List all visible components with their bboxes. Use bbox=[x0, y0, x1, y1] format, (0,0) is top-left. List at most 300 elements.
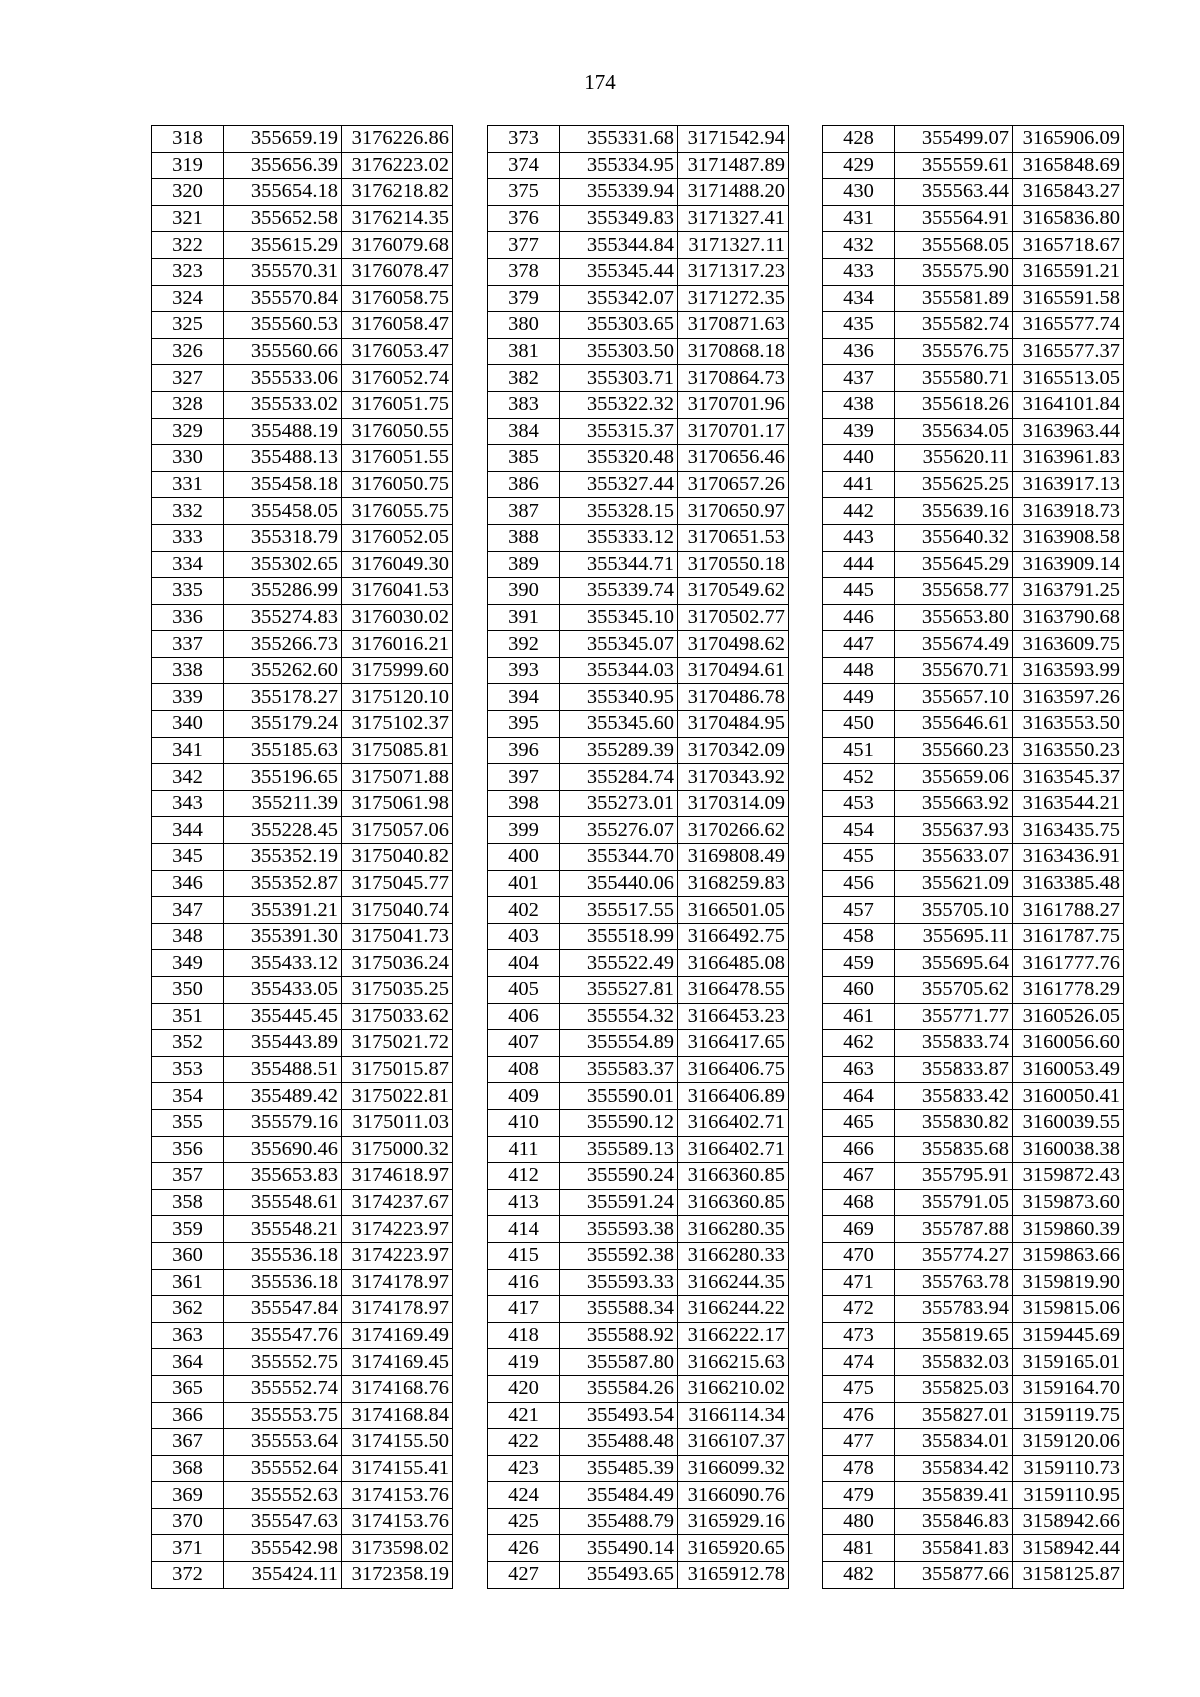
x-coordinate-cell: 355690.46 bbox=[224, 1136, 342, 1163]
table-row bbox=[152, 551, 453, 578]
table-row bbox=[823, 604, 1124, 631]
y-coordinate-cell: 3165513.05 bbox=[1013, 365, 1124, 392]
y-coordinate-cell: 3170550.18 bbox=[678, 551, 789, 578]
point-number-cell: 344 bbox=[152, 817, 224, 844]
y-coordinate-cell: 3170871.63 bbox=[678, 312, 789, 339]
table-row bbox=[488, 1189, 789, 1216]
x-coordinate-cell: 355568.05 bbox=[895, 232, 1013, 259]
x-coordinate-cell: 355652.58 bbox=[224, 205, 342, 232]
table-row bbox=[488, 391, 789, 418]
x-coordinate-cell: 355352.87 bbox=[224, 870, 342, 897]
y-coordinate-cell: 3175036.24 bbox=[342, 950, 453, 977]
x-coordinate-cell: 355445.45 bbox=[224, 1003, 342, 1030]
x-coordinate-cell: 355656.39 bbox=[224, 152, 342, 179]
point-number-cell: 339 bbox=[152, 684, 224, 711]
y-coordinate-cell: 3176058.47 bbox=[342, 312, 453, 339]
y-coordinate-cell: 3163436.91 bbox=[1013, 844, 1124, 871]
y-coordinate-cell: 3166406.75 bbox=[678, 1056, 789, 1083]
point-number-cell: 327 bbox=[152, 365, 224, 392]
x-coordinate-cell: 355584.26 bbox=[560, 1375, 678, 1402]
x-coordinate-cell: 355663.92 bbox=[895, 790, 1013, 817]
x-coordinate-cell: 355827.01 bbox=[895, 1402, 1013, 1429]
y-coordinate-cell: 3160038.38 bbox=[1013, 1136, 1124, 1163]
y-coordinate-cell: 3171327.11 bbox=[678, 232, 789, 259]
point-number-cell: 329 bbox=[152, 418, 224, 445]
y-coordinate-cell: 3175999.60 bbox=[342, 657, 453, 684]
x-coordinate-cell: 355618.26 bbox=[895, 391, 1013, 418]
x-coordinate-cell: 355334.95 bbox=[560, 152, 678, 179]
x-coordinate-cell: 355262.60 bbox=[224, 657, 342, 684]
y-coordinate-cell: 3159860.39 bbox=[1013, 1216, 1124, 1243]
y-coordinate-cell: 3163435.75 bbox=[1013, 817, 1124, 844]
y-coordinate-cell: 3159110.73 bbox=[1013, 1455, 1124, 1482]
x-coordinate-cell: 355589.13 bbox=[560, 1136, 678, 1163]
x-coordinate-cell: 355228.45 bbox=[224, 817, 342, 844]
y-coordinate-cell: 3163593.99 bbox=[1013, 657, 1124, 684]
point-number-cell: 446 bbox=[823, 604, 895, 631]
point-number-cell: 430 bbox=[823, 179, 895, 206]
y-coordinate-cell: 3170342.09 bbox=[678, 737, 789, 764]
table-row bbox=[823, 631, 1124, 658]
y-coordinate-cell: 3166453.23 bbox=[678, 1003, 789, 1030]
table-row bbox=[823, 1402, 1124, 1429]
table-row bbox=[152, 737, 453, 764]
point-number-cell: 365 bbox=[152, 1375, 224, 1402]
x-coordinate-cell: 355791.05 bbox=[895, 1189, 1013, 1216]
y-coordinate-cell: 3170502.77 bbox=[678, 604, 789, 631]
y-coordinate-cell: 3166215.63 bbox=[678, 1349, 789, 1376]
x-coordinate-cell: 355553.64 bbox=[224, 1429, 342, 1456]
point-number-cell: 351 bbox=[152, 1003, 224, 1030]
x-coordinate-cell: 355328.15 bbox=[560, 498, 678, 525]
point-number-cell: 389 bbox=[488, 551, 560, 578]
x-coordinate-cell: 355634.05 bbox=[895, 418, 1013, 445]
point-number-cell: 465 bbox=[823, 1109, 895, 1136]
y-coordinate-cell: 3163550.23 bbox=[1013, 737, 1124, 764]
point-number-cell: 466 bbox=[823, 1136, 895, 1163]
x-coordinate-cell: 355424.11 bbox=[224, 1562, 342, 1589]
y-coordinate-cell: 3163790.68 bbox=[1013, 604, 1124, 631]
table-row bbox=[152, 1216, 453, 1243]
x-coordinate-cell: 355645.29 bbox=[895, 551, 1013, 578]
coordinate-table-3 bbox=[822, 125, 1124, 1589]
y-coordinate-cell: 3176050.75 bbox=[342, 471, 453, 498]
y-coordinate-cell: 3163918.73 bbox=[1013, 498, 1124, 525]
y-coordinate-cell: 3165577.37 bbox=[1013, 338, 1124, 365]
table-row bbox=[488, 844, 789, 871]
y-coordinate-cell: 3175057.06 bbox=[342, 817, 453, 844]
point-number-cell: 426 bbox=[488, 1535, 560, 1562]
table-row bbox=[152, 445, 453, 472]
point-number-cell: 366 bbox=[152, 1402, 224, 1429]
y-coordinate-cell: 3165591.58 bbox=[1013, 285, 1124, 312]
x-coordinate-cell: 355345.07 bbox=[560, 631, 678, 658]
table-row bbox=[152, 1322, 453, 1349]
y-coordinate-cell: 3165836.80 bbox=[1013, 205, 1124, 232]
x-coordinate-cell: 355548.61 bbox=[224, 1189, 342, 1216]
table-row bbox=[823, 1163, 1124, 1190]
point-number-cell: 402 bbox=[488, 897, 560, 924]
y-coordinate-cell: 3174178.97 bbox=[342, 1269, 453, 1296]
table-row bbox=[823, 1003, 1124, 1030]
x-coordinate-cell: 355588.34 bbox=[560, 1296, 678, 1323]
x-coordinate-cell: 355178.27 bbox=[224, 684, 342, 711]
point-number-cell: 435 bbox=[823, 312, 895, 339]
point-number-cell: 363 bbox=[152, 1322, 224, 1349]
y-coordinate-cell: 3176041.53 bbox=[342, 578, 453, 605]
point-number-cell: 380 bbox=[488, 312, 560, 339]
y-coordinate-cell: 3175071.88 bbox=[342, 764, 453, 791]
point-number-cell: 362 bbox=[152, 1296, 224, 1323]
y-coordinate-cell: 3174153.76 bbox=[342, 1508, 453, 1535]
point-number-cell: 425 bbox=[488, 1508, 560, 1535]
x-coordinate-cell: 355352.19 bbox=[224, 844, 342, 871]
x-coordinate-cell: 355633.07 bbox=[895, 844, 1013, 871]
point-number-cell: 376 bbox=[488, 205, 560, 232]
point-number-cell: 334 bbox=[152, 551, 224, 578]
x-coordinate-cell: 355590.01 bbox=[560, 1083, 678, 1110]
x-coordinate-cell: 355331.68 bbox=[560, 126, 678, 153]
x-coordinate-cell: 355527.81 bbox=[560, 977, 678, 1004]
point-number-cell: 463 bbox=[823, 1056, 895, 1083]
table-row bbox=[488, 631, 789, 658]
point-number-cell: 470 bbox=[823, 1242, 895, 1269]
y-coordinate-cell: 3171487.89 bbox=[678, 152, 789, 179]
point-number-cell: 422 bbox=[488, 1429, 560, 1456]
x-coordinate-cell: 355274.83 bbox=[224, 604, 342, 631]
y-coordinate-cell: 3176016.21 bbox=[342, 631, 453, 658]
y-coordinate-cell: 3176218.82 bbox=[342, 179, 453, 206]
point-number-cell: 382 bbox=[488, 365, 560, 392]
y-coordinate-cell: 3176049.30 bbox=[342, 551, 453, 578]
point-number-cell: 444 bbox=[823, 551, 895, 578]
x-coordinate-cell: 355593.33 bbox=[560, 1269, 678, 1296]
point-number-cell: 415 bbox=[488, 1242, 560, 1269]
x-coordinate-cell: 355489.42 bbox=[224, 1083, 342, 1110]
x-coordinate-cell: 355493.54 bbox=[560, 1402, 678, 1429]
point-number-cell: 473 bbox=[823, 1322, 895, 1349]
point-number-cell: 396 bbox=[488, 737, 560, 764]
y-coordinate-cell: 3163545.37 bbox=[1013, 764, 1124, 791]
y-coordinate-cell: 3173598.02 bbox=[342, 1535, 453, 1562]
point-number-cell: 318 bbox=[152, 126, 224, 153]
point-number-cell: 456 bbox=[823, 870, 895, 897]
x-coordinate-cell: 355553.75 bbox=[224, 1402, 342, 1429]
point-number-cell: 361 bbox=[152, 1269, 224, 1296]
x-coordinate-cell: 355646.61 bbox=[895, 711, 1013, 738]
table-row bbox=[823, 711, 1124, 738]
point-number-cell: 345 bbox=[152, 844, 224, 871]
x-coordinate-cell: 355625.25 bbox=[895, 471, 1013, 498]
y-coordinate-cell: 3165718.67 bbox=[1013, 232, 1124, 259]
point-number-cell: 354 bbox=[152, 1083, 224, 1110]
x-coordinate-cell: 355490.14 bbox=[560, 1535, 678, 1562]
table-row bbox=[488, 1508, 789, 1535]
table-row bbox=[823, 1322, 1124, 1349]
y-coordinate-cell: 3159119.75 bbox=[1013, 1402, 1124, 1429]
x-coordinate-cell: 355795.91 bbox=[895, 1163, 1013, 1190]
point-number-cell: 335 bbox=[152, 578, 224, 605]
table-row bbox=[488, 1349, 789, 1376]
point-number-cell: 413 bbox=[488, 1189, 560, 1216]
x-coordinate-cell: 355536.18 bbox=[224, 1269, 342, 1296]
y-coordinate-cell: 3171327.41 bbox=[678, 205, 789, 232]
point-number-cell: 467 bbox=[823, 1163, 895, 1190]
y-coordinate-cell: 3166244.22 bbox=[678, 1296, 789, 1323]
point-number-cell: 342 bbox=[152, 764, 224, 791]
table-row bbox=[488, 1269, 789, 1296]
point-number-cell: 472 bbox=[823, 1296, 895, 1323]
point-number-cell: 391 bbox=[488, 604, 560, 631]
point-number-cell: 461 bbox=[823, 1003, 895, 1030]
y-coordinate-cell: 3176050.55 bbox=[342, 418, 453, 445]
table-row bbox=[823, 1189, 1124, 1216]
table-row bbox=[823, 1296, 1124, 1323]
y-coordinate-cell: 3170266.62 bbox=[678, 817, 789, 844]
y-coordinate-cell: 3159110.95 bbox=[1013, 1482, 1124, 1509]
y-coordinate-cell: 3163609.75 bbox=[1013, 631, 1124, 658]
table-row bbox=[152, 897, 453, 924]
table-row bbox=[152, 1242, 453, 1269]
x-coordinate-cell: 355344.84 bbox=[560, 232, 678, 259]
point-number-cell: 357 bbox=[152, 1163, 224, 1190]
point-number-cell: 468 bbox=[823, 1189, 895, 1216]
x-coordinate-cell: 355179.24 bbox=[224, 711, 342, 738]
y-coordinate-cell: 3160050.41 bbox=[1013, 1083, 1124, 1110]
point-number-cell: 454 bbox=[823, 817, 895, 844]
x-coordinate-cell: 355552.74 bbox=[224, 1375, 342, 1402]
x-coordinate-cell: 355834.42 bbox=[895, 1455, 1013, 1482]
table-row bbox=[488, 1375, 789, 1402]
y-coordinate-cell: 3159873.60 bbox=[1013, 1189, 1124, 1216]
coordinate-table-2 bbox=[487, 125, 789, 1589]
point-number-cell: 414 bbox=[488, 1216, 560, 1243]
table-row bbox=[823, 312, 1124, 339]
table-row bbox=[488, 179, 789, 206]
table-row bbox=[488, 578, 789, 605]
y-coordinate-cell: 3163909.14 bbox=[1013, 551, 1124, 578]
table-row bbox=[488, 1109, 789, 1136]
point-number-cell: 386 bbox=[488, 471, 560, 498]
table-row bbox=[488, 1482, 789, 1509]
table-row bbox=[488, 1136, 789, 1163]
table-row bbox=[488, 1163, 789, 1190]
point-number-cell: 410 bbox=[488, 1109, 560, 1136]
table-row bbox=[488, 471, 789, 498]
table-row bbox=[152, 1269, 453, 1296]
point-number-cell: 346 bbox=[152, 870, 224, 897]
x-coordinate-cell: 355320.48 bbox=[560, 445, 678, 472]
x-coordinate-cell: 355705.10 bbox=[895, 897, 1013, 924]
x-coordinate-cell: 355580.71 bbox=[895, 365, 1013, 392]
x-coordinate-cell: 355579.16 bbox=[224, 1109, 342, 1136]
point-number-cell: 353 bbox=[152, 1056, 224, 1083]
y-coordinate-cell: 3170486.78 bbox=[678, 684, 789, 711]
point-number-cell: 436 bbox=[823, 338, 895, 365]
table-row bbox=[488, 312, 789, 339]
y-coordinate-cell: 3176226.86 bbox=[342, 126, 453, 153]
x-coordinate-cell: 355547.84 bbox=[224, 1296, 342, 1323]
point-number-cell: 343 bbox=[152, 790, 224, 817]
x-coordinate-cell: 355488.79 bbox=[560, 1508, 678, 1535]
point-number-cell: 372 bbox=[152, 1562, 224, 1589]
x-coordinate-cell: 355485.39 bbox=[560, 1455, 678, 1482]
table-row bbox=[823, 1375, 1124, 1402]
point-number-cell: 336 bbox=[152, 604, 224, 631]
x-coordinate-cell: 355339.74 bbox=[560, 578, 678, 605]
table-row bbox=[152, 1455, 453, 1482]
point-number-cell: 407 bbox=[488, 1030, 560, 1057]
table-row bbox=[152, 1349, 453, 1376]
y-coordinate-cell: 3160056.60 bbox=[1013, 1030, 1124, 1057]
table-row bbox=[488, 205, 789, 232]
y-coordinate-cell: 3176053.47 bbox=[342, 338, 453, 365]
point-number-cell: 348 bbox=[152, 923, 224, 950]
y-coordinate-cell: 3158942.66 bbox=[1013, 1508, 1124, 1535]
x-coordinate-cell: 355582.74 bbox=[895, 312, 1013, 339]
table-row bbox=[488, 764, 789, 791]
x-coordinate-cell: 355660.23 bbox=[895, 737, 1013, 764]
table-row bbox=[152, 711, 453, 738]
x-coordinate-cell: 355552.63 bbox=[224, 1482, 342, 1509]
x-coordinate-cell: 355590.12 bbox=[560, 1109, 678, 1136]
y-coordinate-cell: 3166360.85 bbox=[678, 1189, 789, 1216]
x-coordinate-cell: 355695.64 bbox=[895, 950, 1013, 977]
point-number-cell: 478 bbox=[823, 1455, 895, 1482]
x-coordinate-cell: 355839.41 bbox=[895, 1482, 1013, 1509]
point-number-cell: 427 bbox=[488, 1562, 560, 1589]
table-row bbox=[152, 790, 453, 817]
y-coordinate-cell: 3176052.74 bbox=[342, 365, 453, 392]
table-row bbox=[823, 1349, 1124, 1376]
table-row bbox=[823, 365, 1124, 392]
x-coordinate-cell: 355833.42 bbox=[895, 1083, 1013, 1110]
point-number-cell: 370 bbox=[152, 1508, 224, 1535]
table-row bbox=[152, 923, 453, 950]
y-coordinate-cell: 3170494.61 bbox=[678, 657, 789, 684]
table-row bbox=[152, 950, 453, 977]
x-coordinate-cell: 355581.89 bbox=[895, 285, 1013, 312]
point-number-cell: 323 bbox=[152, 258, 224, 285]
point-number-cell: 355 bbox=[152, 1109, 224, 1136]
x-coordinate-cell: 355833.74 bbox=[895, 1030, 1013, 1057]
point-number-cell: 320 bbox=[152, 179, 224, 206]
y-coordinate-cell: 3165843.27 bbox=[1013, 179, 1124, 206]
table-row bbox=[488, 498, 789, 525]
point-number-cell: 437 bbox=[823, 365, 895, 392]
table-row bbox=[152, 1003, 453, 1030]
point-number-cell: 460 bbox=[823, 977, 895, 1004]
y-coordinate-cell: 3165848.69 bbox=[1013, 152, 1124, 179]
table-row bbox=[823, 923, 1124, 950]
table-row bbox=[152, 1375, 453, 1402]
point-number-cell: 471 bbox=[823, 1269, 895, 1296]
table-row bbox=[823, 950, 1124, 977]
x-coordinate-cell: 355587.80 bbox=[560, 1349, 678, 1376]
y-coordinate-cell: 3175061.98 bbox=[342, 790, 453, 817]
y-coordinate-cell: 3170864.73 bbox=[678, 365, 789, 392]
point-number-cell: 398 bbox=[488, 790, 560, 817]
table-row bbox=[488, 126, 789, 153]
y-coordinate-cell: 3170343.92 bbox=[678, 764, 789, 791]
x-coordinate-cell: 355576.75 bbox=[895, 338, 1013, 365]
y-coordinate-cell: 3170701.17 bbox=[678, 418, 789, 445]
table-row bbox=[152, 1296, 453, 1323]
table-row bbox=[152, 258, 453, 285]
table-row bbox=[823, 285, 1124, 312]
point-number-cell: 384 bbox=[488, 418, 560, 445]
y-coordinate-cell: 3174223.97 bbox=[342, 1216, 453, 1243]
table-row bbox=[152, 1508, 453, 1535]
point-number-cell: 368 bbox=[152, 1455, 224, 1482]
table-row bbox=[488, 365, 789, 392]
x-coordinate-cell: 355344.70 bbox=[560, 844, 678, 871]
y-coordinate-cell: 3174223.97 bbox=[342, 1242, 453, 1269]
table-row bbox=[488, 684, 789, 711]
y-coordinate-cell: 3170549.62 bbox=[678, 578, 789, 605]
x-coordinate-cell: 355653.83 bbox=[224, 1163, 342, 1190]
point-number-cell: 480 bbox=[823, 1508, 895, 1535]
point-number-cell: 431 bbox=[823, 205, 895, 232]
y-coordinate-cell: 3166417.65 bbox=[678, 1030, 789, 1057]
y-coordinate-cell: 3170701.96 bbox=[678, 391, 789, 418]
x-coordinate-cell: 355391.30 bbox=[224, 923, 342, 950]
x-coordinate-cell: 355517.55 bbox=[560, 897, 678, 924]
x-coordinate-cell: 355554.32 bbox=[560, 1003, 678, 1030]
y-coordinate-cell: 3176214.35 bbox=[342, 205, 453, 232]
point-number-cell: 349 bbox=[152, 950, 224, 977]
table-row bbox=[823, 977, 1124, 1004]
x-coordinate-cell: 355637.93 bbox=[895, 817, 1013, 844]
point-number-cell: 390 bbox=[488, 578, 560, 605]
x-coordinate-cell: 355303.71 bbox=[560, 365, 678, 392]
x-coordinate-cell: 355318.79 bbox=[224, 524, 342, 551]
x-coordinate-cell: 355484.49 bbox=[560, 1482, 678, 1509]
point-number-cell: 448 bbox=[823, 657, 895, 684]
x-coordinate-cell: 355841.83 bbox=[895, 1535, 1013, 1562]
point-number-cell: 482 bbox=[823, 1562, 895, 1589]
point-number-cell: 481 bbox=[823, 1535, 895, 1562]
y-coordinate-cell: 3160039.55 bbox=[1013, 1109, 1124, 1136]
x-coordinate-cell: 355833.87 bbox=[895, 1056, 1013, 1083]
table-row bbox=[152, 870, 453, 897]
point-number-cell: 408 bbox=[488, 1056, 560, 1083]
point-number-cell: 428 bbox=[823, 126, 895, 153]
y-coordinate-cell: 3174155.41 bbox=[342, 1455, 453, 1482]
table-row bbox=[488, 1296, 789, 1323]
table-row bbox=[823, 391, 1124, 418]
x-coordinate-cell: 355763.78 bbox=[895, 1269, 1013, 1296]
y-coordinate-cell: 3176078.47 bbox=[342, 258, 453, 285]
table-row bbox=[488, 1562, 789, 1589]
table-row bbox=[152, 684, 453, 711]
table-row bbox=[152, 1056, 453, 1083]
table-row bbox=[152, 126, 453, 153]
x-coordinate-cell: 355783.94 bbox=[895, 1296, 1013, 1323]
table-row bbox=[823, 578, 1124, 605]
table-row bbox=[152, 1109, 453, 1136]
table-row bbox=[152, 657, 453, 684]
y-coordinate-cell: 3175022.81 bbox=[342, 1083, 453, 1110]
table-row bbox=[152, 312, 453, 339]
y-coordinate-cell: 3170656.46 bbox=[678, 445, 789, 472]
table-row bbox=[488, 258, 789, 285]
table-row bbox=[152, 1083, 453, 1110]
table-row bbox=[823, 737, 1124, 764]
point-number-cell: 439 bbox=[823, 418, 895, 445]
table-row bbox=[152, 1163, 453, 1190]
x-coordinate-cell: 355834.01 bbox=[895, 1429, 1013, 1456]
